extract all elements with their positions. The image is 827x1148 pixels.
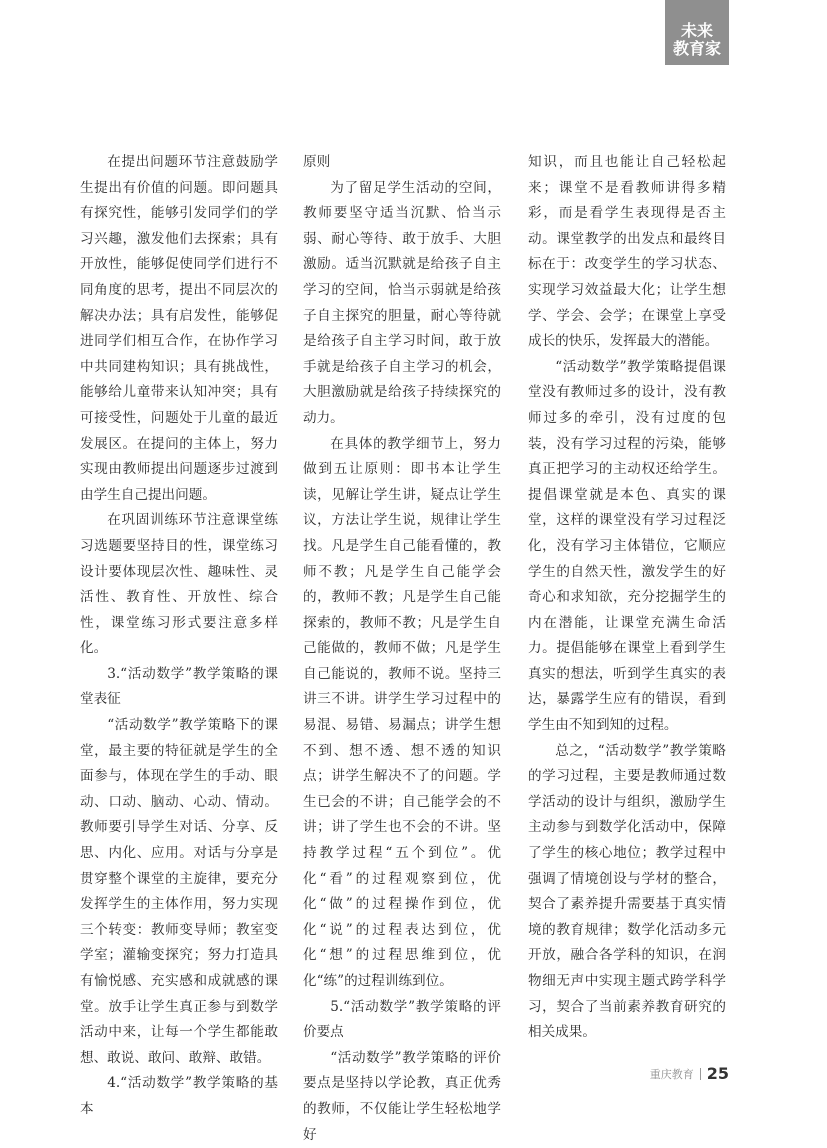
paragraph-continued: 知识，而且也能让自己轻松起来；课堂不是看教师讲得多精彩，而是看学生表现得是否主动。课堂教学的出发点和最终目标在于：改变学生的学习状态、实现学习效益最大化；让学生想学、学会、会学；在课堂上享受成长的快乐，发挥最大的潜能。 — [528, 154, 726, 350]
article-column-1 — [80, 150, 278, 1123]
section-heading: 5.“活动数学”教学策略的评价要点 — [303, 998, 501, 1041]
article-column-3 — [528, 150, 726, 1046]
section-heading-continued: 原则 — [303, 154, 331, 170]
footer-divider — [700, 1068, 701, 1080]
article-column-2 — [303, 150, 501, 1148]
paragraph: 在巩固训练环节注意课堂练习选题要坚持目的性，课堂练习设计要体现层次性、趣味性、灵活性、教育性、开放性、综合性，课堂练习形式要注意多样化。 — [80, 512, 278, 657]
brand-line-1: 未来 — [680, 21, 713, 40]
paragraph: 为了留足学生活动的空间，教师要坚守适当沉默、恰当示弱、耐心等待、敢于放手、大胆激励。适当沉默就是给孩子自主学习的空间，恰当示弱就是给孩子自主探究的胆量，耐心等待就是给孩子自主学习时间，敢于放手就是给孩子自主学习的机会，大胆激励就是给孩子持续探究的动力。 — [303, 179, 501, 426]
paragraph: “活动数学”教学策略提倡课堂没有教师过多的设计，没有教师过多的牵引，没有过度的包装，没有学习过程的污染，能够真正把学习的主动权还给学生。提倡课堂就是本色、真实的课堂，这样的课堂没有学习过程泛化，没有学习主体错位，它顺应学生的自然天性，激发学生的好奇心和求知欲，充分挖掘学生的内在潜能，让课堂充满生命活力。提倡能够在课堂上看到学生真实的想法，听到学生真实的表达，暴露学生应有的错误，看到学生由不知到知的过程。 — [528, 358, 726, 734]
brand-line-2: 教育家 — [672, 39, 721, 58]
page-number: 25 — [706, 1064, 729, 1083]
paragraph: “活动数学”教学策略下的课堂，最主要的特征就是学生的全面参与，体现在学生的手动、眼动、口动、脑动、心动、情动。教师要引导学生对话、分享、反思、内化、应用。对话与分享是贯穿整个课堂的主旋律，要充分发挥学生的主体作用，努力实现三个转变：教师变导师；教室变学室；灌输变探究；努力打造具有愉悦感、充实感和成就感的课堂。放手让学生真正参与到数学活动中来，让每一个学生都能敢想、敢说、敢问、敢辩、敢错。 — [80, 717, 278, 1066]
page-footer — [650, 1064, 729, 1083]
paragraph: 在提出问题环节注意鼓励学生提出有价值的问题。即问题具有探究性，能够引发同学们的学习兴趣，激发他们去探索；具有开放性，能够促使同学们进行不同角度的思考，提出不同层次的解决办法；具有启发性，能够促进同学们相互合作，在协作学习中共同建构知识；具有挑战性，能够给儿童带来认知冲突；具有可接受性，问题处于儿童的最近发展区。在提问的主体上，努力实现由教师提出问题逐步过渡到由学生自己提出问题。 — [80, 154, 278, 503]
section-heading: 4.“活动数学”教学策略的基本 — [80, 1075, 278, 1117]
paragraph: 总之，“活动数学”教学策略的学习过程，主要是教师通过数学活动的设计与组织，激励学生主动参与到数学化活动中，保障了学生的核心地位；教学过程中强调了情境创设与学材的整合，契合了素养提升需要基于真实情境的教育规律；数学化活动多元开放，融合各学科的知识，在润物细无声中实现主题式跨学科学习，契合了当前素养教育研究的相关成果。 — [528, 742, 726, 1041]
journal-name: 重庆教育 — [649, 1067, 694, 1081]
brand-tab — [665, 0, 729, 65]
paragraph: 在具体的教学细节上，努力做到五让原则：即书本让学生读，见解让学生讲，疑点让学生议，方法让学生说，规律让学生找。凡是学生自己能看懂的，教师不教；凡是学生自己能学会的，教师不教；凡是学生自己能探索的，教师不教；凡是学生自己能做的，教师不做；凡是学生自己能说的，教师不说。坚持三讲三不讲。讲学生学习过程中的易混、易错、易漏点；讲学生想不到、想不透、想不透的知识点；讲学生解决不了的问题。学生已会的不讲；自己能学会的不讲；讲了学生也不会的不讲。坚持教学过程“五个到位”。优化“看”的过程观察到位，优化“做”的过程操作到位，优化“说”的过程表达到位，优化“想”的过程思维到位，优化“练”的过程训练到位。 — [303, 435, 501, 989]
paragraph: “活动数学”教学策略的评价要点是坚持以学论教，真正优秀的教师，不仅能让学生轻松地学好 — [303, 1049, 501, 1143]
section-heading: 3.“活动数学”教学策略的课堂表征 — [80, 665, 278, 708]
